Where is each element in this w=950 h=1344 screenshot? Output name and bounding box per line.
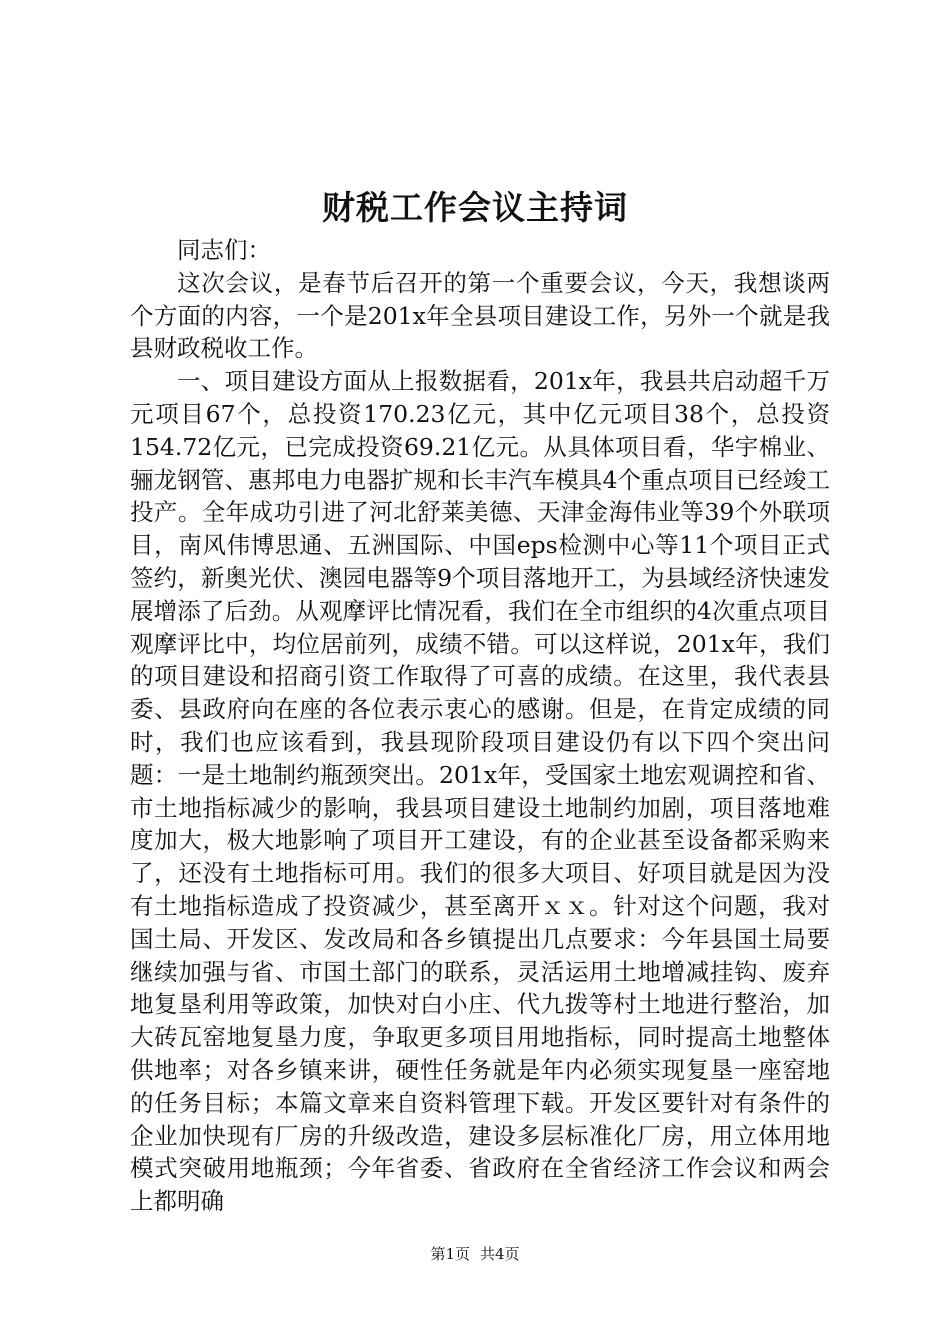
document-body [130, 234, 830, 1218]
page-footer [0, 1244, 950, 1264]
salutation: 同志们： [177, 236, 271, 264]
page-total: 共4页 [480, 1245, 520, 1263]
paragraph-project-construction: 一、项目建设方面从上报数据看，201x年，我县共启动超千万元项目67个，总投资170.23亿元，其中亿元项目38个，总投资154.72亿元，已完成投资69.21亿元。从具体项目看，华宇棉业、骊龙钢管、惠邦电力电器扩规和长丰汽车模具4个重点项目已经竣工投产。全年成功引进了河北舒莱美德、天津金海伟业等39个外联项目，南风伟博思通、五洲国际、中国eps检测中心等11个项目正式签约，新奥光伏、澳园电器等9个项目落地开工，为县域经济快速发展增添了后劲。从观摩评比情况看，我们在全市组织的4次重点项目观摩评比中，均位居前列，成绩不错。可以这样说，201x年，我们的项目建设和招商引资工作取得了可喜的成绩。在这里，我代表县委、县政府向在座的各位表示衷心的感谢。但是，在肯定成绩的同时，我们也应该看到，我县现阶段项目建设仍有以下四个突出问题：一是土地制约瓶颈突出。201x年，受国家土地宏观调控和省、市土地指标减少的影响，我县项目建设土地制约加剧，项目落地难度加大，极大地影响了项目开工建设，有的企业甚至设备都采购来了，还没有土地指标可用。我们的很多大项目、好项目就是因为没有土地指标造成了投资减少，甚至离开ｘｘ。针对这个问题，我对国土局、开发区、发改局和各乡镇提出几点要求：今年县国土局要继续加强与省、市国土部门的联系，灵活运用土地增减挂钩、废弃地复垦利用等政策，加快对白小庄、代九拨等村土地进行整治，加大砖瓦窑地复垦力度，争取更多项目用地指标，同时提高土地整体供地率；对各乡镇来讲，硬性任务就是年内必须实现复垦一座窑地的任务目标；本篇文章来自资料管理下载。开发区要针对有条件的企业加快现有厂房的升级改造，建设多层标准化厂房，用立体用地模式突破用地瓶颈；今年省委、省政府在全省经济工作会议和两会上都明确 [130, 367, 830, 1216]
page-number: 第1页 [430, 1245, 470, 1263]
document-title: 财税工作会议主持词 [322, 188, 628, 227]
paragraph-intro: 这次会议，是春节后召开的第一个重要会议，今天，我想谈两个方面的内容，一个是201x年全县项目建设工作，另外一个就是我县财政税收工作。 [130, 268, 830, 363]
